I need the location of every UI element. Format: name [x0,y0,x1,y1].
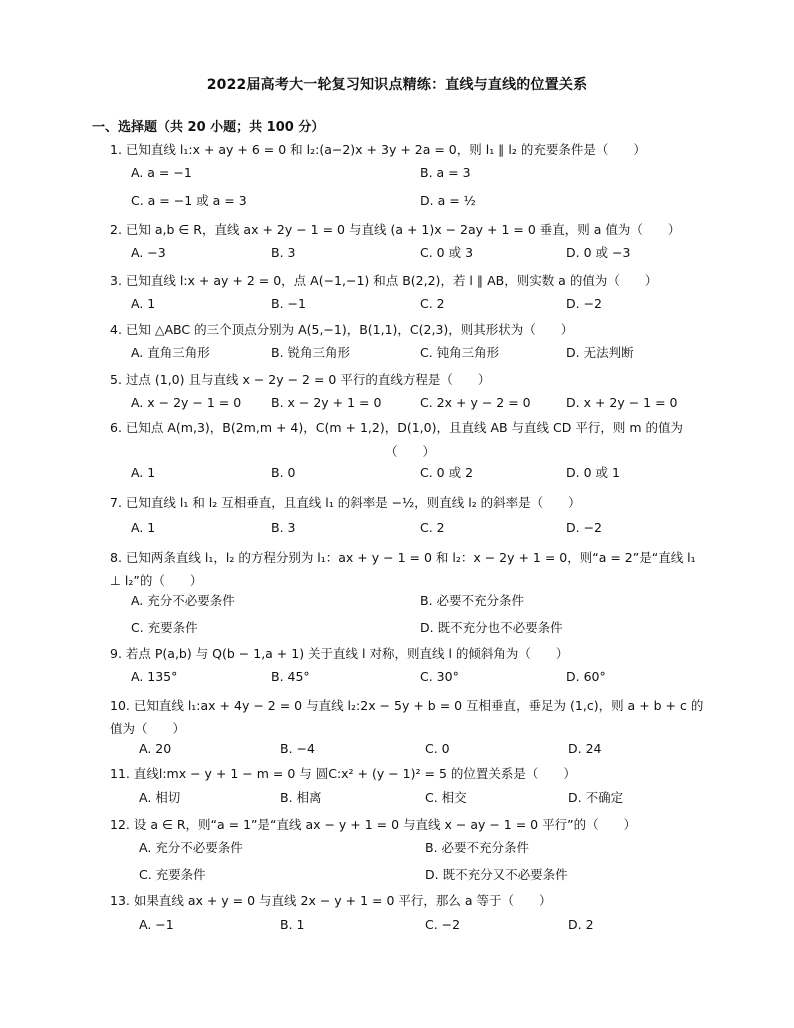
question-9: 9. 若点 P(a,b) 与 Q(b − 1,a + 1) 关于直线 l 对称，则直线 l 的倾斜角为（ ） [110,646,569,661]
q6-option-c: C. 0 或 2 [420,465,474,480]
q13-option-d: D. 2 [568,917,594,932]
q7-option-d: D. −2 [566,520,602,535]
q10-option-b: B. −4 [280,741,315,756]
q7-option-b: B. 3 [271,520,296,535]
q6-option-d: D. 0 或 1 [566,465,620,480]
question-1: 1. 已知直线 l₁:x + ay + 6 = 0 和 l₂:(a−2)x + 3y + 2a = 0，则 l₁ ∥ l₂ 的充要条件是（ ） [110,142,646,157]
q7-option-c: C. 2 [420,520,445,535]
q5-option-a: A. x − 2y − 1 = 0 [131,395,242,410]
q8-option-d: D. 既不充分也不必要条件 [420,620,563,635]
question-12: 12. 设 a ∈ R，则“a = 1”是“直线 ax − y + 1 = 0 与直线 x − ay − 1 = 0 平行”的（ ） [110,817,637,832]
q9-option-c: C. 30° [420,669,459,684]
q1-option-d: D. a = ½ [420,193,476,208]
question-13: 13. 如果直线 ax + y = 0 与直线 2x − y + 1 = 0 平行，那么 a 等于（ ） [110,893,552,908]
q8-option-c: C. 充要条件 [131,620,198,635]
q10-option-c: C. 0 [425,741,450,756]
question-3: 3. 已知直线 l:x + ay + 2 = 0，点 A(−1,−1) 和点 B(2,2)，若 l ∥ AB，则实数 a 的值为（ ） [110,273,658,288]
q12-option-d: D. 既不充分又不必要条件 [425,867,568,882]
q2-option-b: B. 3 [271,245,296,260]
section-heading: 一、选择题（共 20 小题；共 100 分） [92,120,325,135]
q6-answer-paren: （ ） [385,444,436,459]
question-2: 2. 已知 a,b ∈ R，直线 ax + 2y − 1 = 0 与直线 (a + 1)x − 2ay + 1 = 0 垂直，则 a 值为（ ） [110,222,681,237]
q12-option-c: C. 充要条件 [139,867,206,882]
q4-option-d: D. 无法判断 [566,345,634,360]
q12-option-a: A. 充分不必要条件 [139,840,243,855]
page-title: 2022届高考大一轮复习知识点精练：直线与直线的位置关系 [206,77,588,93]
q1-option-b: B. a = 3 [420,165,471,180]
question-5: 5. 过点 (1,0) 且与直线 x − 2y − 2 = 0 平行的直线方程是（ ） [110,372,491,387]
question-4: 4. 已知 △ABC 的三个顶点分别为 A(5,−1)，B(1,1)，C(2,3)，则其形状为（ ） [110,322,574,337]
q13-option-b: B. 1 [280,917,305,932]
q5-option-d: D. x + 2y − 1 = 0 [566,395,678,410]
question-10: 10. 已知直线 l₁:ax + 4y − 2 = 0 与直线 l₂:2x − 5y + b = 0 互相垂直，垂足为 (1,c)，则 a + b + c 的值为（ ） [110,698,704,736]
q1-option-a: A. a = −1 [131,165,192,180]
q10-option-a: A. 20 [139,741,172,756]
q11-option-d: D. 不确定 [568,790,624,805]
q13-option-c: C. −2 [425,917,461,932]
q8-option-a: A. 充分不必要条件 [131,593,235,608]
q3-option-d: D. −2 [566,296,602,311]
q3-option-b: B. −1 [271,296,306,311]
q1-option-c: C. a = −1 或 a = 3 [131,193,247,208]
q5-option-c: C. 2x + y − 2 = 0 [420,395,531,410]
q5-option-b: B. x − 2y + 1 = 0 [271,395,382,410]
q3-option-c: C. 2 [420,296,445,311]
q4-option-b: B. 锐角三角形 [271,345,351,360]
q8-option-b: B. 必要不充分条件 [420,593,525,608]
q4-option-c: C. 钝角三角形 [420,345,500,360]
q3-option-a: A. 1 [131,296,156,311]
q9-option-a: A. 135° [131,669,178,684]
q4-option-a: A. 直角三角形 [131,345,210,360]
q11-option-b: B. 相离 [280,790,322,805]
q7-option-a: A. 1 [131,520,156,535]
q2-option-d: D. 0 或 −3 [566,245,631,260]
q2-option-c: C. 0 或 3 [420,245,474,260]
question-6: 6. 已知点 A(m,3)，B(2m,m + 4)，C(m + 1,2)，D(1,0)，且直线 AB 与直线 CD 平行，则 m 的值为 [110,420,683,435]
q9-option-b: B. 45° [271,669,310,684]
question-11: 11. 直线l:mx − y + 1 − m = 0 与 圆C:x² + (y − 1)² = 5 的位置关系是（ ） [110,766,576,781]
q6-option-b: B. 0 [271,465,296,480]
q6-option-a: A. 1 [131,465,156,480]
q12-option-b: B. 必要不充分条件 [425,840,530,855]
question-7: 7. 已知直线 l₁ 和 l₂ 互相垂直，且直线 l₁ 的斜率是 −½，则直线 l₂ 的斜率是（ ） [110,495,581,510]
q9-option-d: D. 60° [566,669,606,684]
q13-option-a: A. −1 [139,917,174,932]
q11-option-a: A. 相切 [139,790,181,805]
question-8: 8. 已知两条直线 l₁，l₂ 的方程分别为 l₁：ax + y − 1 = 0 和 l₂：x − 2y + 1 = 0，则“a = 2”是“直线 l₁ ⊥ l₂”的（ ） [110,550,696,588]
q2-option-a: A. −3 [131,245,166,260]
q10-option-d: D. 24 [568,741,602,756]
q11-option-c: C. 相交 [425,790,467,805]
